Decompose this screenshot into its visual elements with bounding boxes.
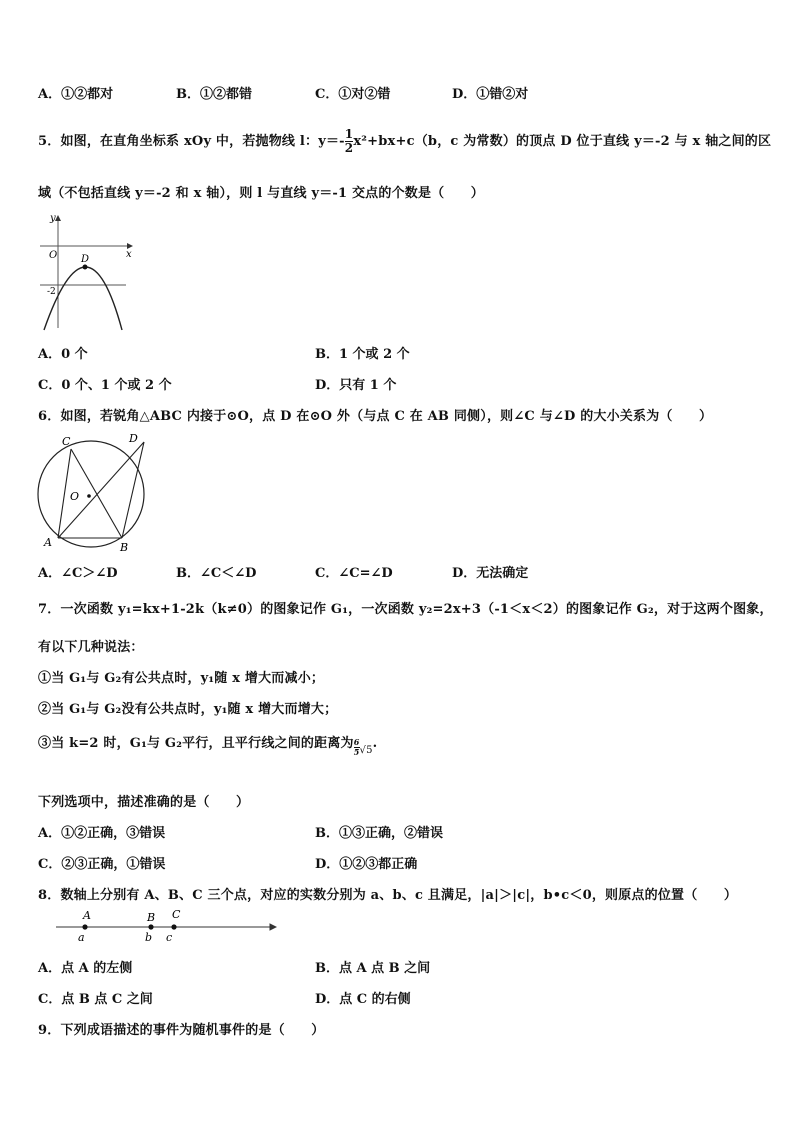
q7-s3-text: ③当 k=2 时，G₁与 G₂平行，且平行线之间的距离为 xyxy=(38,736,354,751)
q5-stem-part1: 5．如图，在直角坐标系 xOy 中，若抛物线 l：y＝- xyxy=(38,134,345,149)
q7-s3-sqrt: √5 xyxy=(359,745,373,756)
q7-stem-line1: 7．一次函数 y₁=kx+1-2k（k≠0）的图象记作 G₁，一次函数 y₂=2x+3（-1＜x＜2）的图象记作 G₂，对于这两个图象， xyxy=(38,602,773,617)
q4-option-d: D．①错②对 xyxy=(452,87,529,102)
q6-label-b: B xyxy=(120,541,129,552)
q5-stem-line2: 域（不包括直线 y＝-2 和 x 轴），则 l 与直线 y＝-1 交点的个数是（ ） xyxy=(38,186,484,201)
q4-option-c: C．①对②错 xyxy=(315,87,391,102)
q6-label-d: D xyxy=(129,432,138,445)
q8-option-d: D．点 C 的右侧 xyxy=(315,992,411,1007)
q8-stem: 8．数轴上分别有 A、B、C 三个点，对应的实数分别为 a、b、c 且满足，|a|＞|c|，b•c＜0，则原点的位置（ ） xyxy=(38,888,738,903)
q6-option-c: C．∠C=∠D xyxy=(315,566,393,581)
q8-label-a: a xyxy=(78,931,85,944)
q8-label-C: C xyxy=(172,908,181,921)
q8-option-b: B．点 A 点 B 之间 xyxy=(315,961,431,976)
q6-label-o: O xyxy=(70,490,80,503)
q7-statement-1: ①当 G₁与 G₂有公共点时，y₁随 x 增大而减小； xyxy=(38,671,325,686)
q6-circle-figure xyxy=(34,430,154,552)
q5-label-o: O xyxy=(49,250,58,261)
q6-option-b: B．∠C＜∠D xyxy=(176,566,257,581)
q8-option-c: C．点 B 点 C 之间 xyxy=(38,992,153,1007)
q5-stem-line1 xyxy=(38,128,771,155)
q4-option-a: A．①②都对 xyxy=(38,87,114,102)
q7-stem-line2: 有以下几种说法： xyxy=(38,640,144,655)
q5-label-d: D xyxy=(81,254,90,265)
q7-option-c: C．②③正确，①错误 xyxy=(38,857,166,872)
q4-option-b: B．①②都错 xyxy=(176,87,252,102)
q6-option-a: A．∠C＞∠D xyxy=(38,566,118,581)
q5-label-x: x xyxy=(126,249,132,260)
q8-label-c: c xyxy=(166,931,173,944)
q6-label-a: A xyxy=(44,536,52,549)
q7-ask: 下列选项中，描述准确的是（ ） xyxy=(38,795,250,810)
q8-option-a: A．点 A 的左侧 xyxy=(38,961,133,976)
q7-option-d: D．①②③都正确 xyxy=(315,857,418,872)
q5-option-c: C．0 个、1 个或 2 个 xyxy=(38,378,172,393)
q5-parabola-figure xyxy=(36,212,138,332)
q7-s3-frac-num: 6 xyxy=(353,737,360,747)
q7-s3-end: . xyxy=(372,736,378,751)
q6-stem: 6．如图，若锐角△ABC 内接于⊙O，点 D 在⊙O 外（与点 C 在 AB 同侧），则∠C 与∠D 的大小关系为（ ） xyxy=(38,409,713,424)
q8-label-B: B xyxy=(147,911,156,924)
q5-option-d: D．只有 1 个 xyxy=(315,378,397,393)
q5-frac-den: 2 xyxy=(344,141,354,155)
q7-statement-2: ②当 G₁与 G₂没有公共点时，y₁随 x 增大而增大； xyxy=(38,702,338,717)
q7-option-a: A．①②正确，③错误 xyxy=(38,826,166,841)
q7-statement-3 xyxy=(38,732,377,757)
q5-option-b: B．1 个或 2 个 xyxy=(315,347,410,362)
q5-label-y: y xyxy=(50,213,56,224)
q8-label-A: A xyxy=(83,909,91,922)
q7-s3-frac-den: 5 xyxy=(353,747,360,757)
q9-stem: 9．下列成语描述的事件为随机事件的是（ ） xyxy=(38,1023,325,1038)
q5-frac-num: 1 xyxy=(344,127,354,141)
q7-option-b: B．①③正确，②错误 xyxy=(315,826,443,841)
q5-option-a: A．0 个 xyxy=(38,347,88,362)
q5-label-neg2: -2 xyxy=(47,287,56,297)
q6-label-c: C xyxy=(62,435,71,448)
q8-label-b: b xyxy=(145,931,153,944)
q5-stem-part2: x²+bx+c（b，c 为常数）的顶点 D 位于直线 y＝-2 与 x 轴之间的区 xyxy=(353,134,772,149)
q8-number-line-figure xyxy=(52,906,282,944)
q6-option-d: D．无法确定 xyxy=(452,566,529,581)
